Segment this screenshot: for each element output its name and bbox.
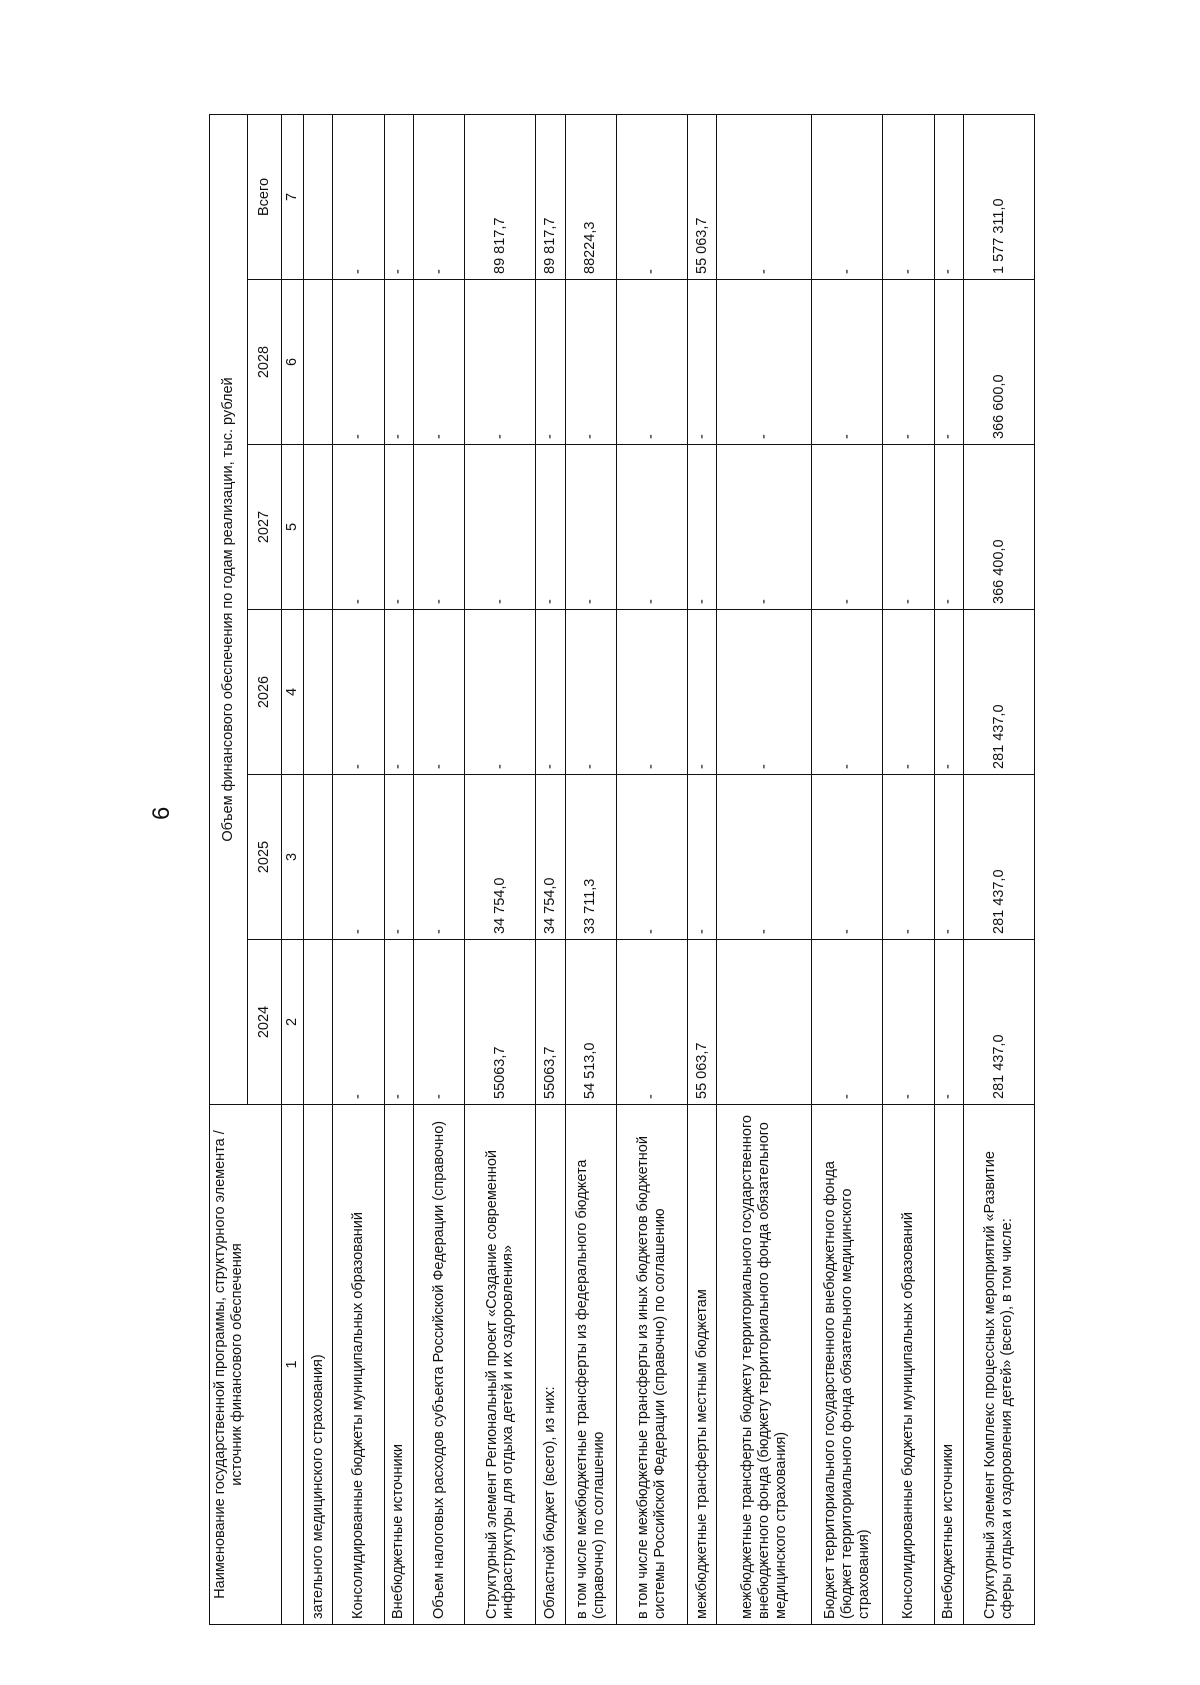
- row-label: Бюджет территориального государственного внебюджетного фонда (бюджет территориального фонда обязательного медицинского страхования): [812, 1105, 883, 1625]
- row-value: -: [465, 610, 536, 775]
- row-value: -: [565, 280, 616, 445]
- row-value: -: [384, 610, 413, 775]
- row-value: 55063,7: [536, 940, 565, 1105]
- row-label: межбюджетные трансферты бюджету территориального государственного внебюджетного фонда (бюджету территориального фонда обязательного медицинского страхования): [717, 1105, 812, 1625]
- row-value: 366 400,0: [963, 445, 1034, 610]
- row-value: -: [934, 940, 963, 1105]
- row-value: -: [717, 610, 812, 775]
- row-value: -: [536, 610, 565, 775]
- row-label: Консолидированные бюджеты муниципальных образований: [333, 1105, 384, 1625]
- row-value: 55 063,7: [687, 115, 716, 280]
- column-number: 2: [282, 940, 304, 1105]
- row-value: -: [333, 280, 384, 445]
- row-value: 281 437,0: [963, 610, 1034, 775]
- table-row: [536, 115, 565, 1625]
- row-value: -: [413, 115, 464, 280]
- row-value: -: [812, 280, 883, 445]
- row-label: Консолидированные бюджеты муниципальных образований: [883, 1105, 934, 1625]
- row-value: -: [616, 610, 687, 775]
- row-value: -: [384, 445, 413, 610]
- rotated-table-wrapper: [209, 115, 1035, 1625]
- header-name-column: Наименование государственной программы, структурного элемента / источник финансового обеспечения: [210, 1105, 282, 1625]
- row-label: в том числе межбюджетные трансферты из иных бюджетов бюджетной системы Российской Федерации (справочно) по соглашению: [616, 1105, 687, 1625]
- row-value: 281 437,0: [963, 940, 1034, 1105]
- row-value: -: [536, 445, 565, 610]
- row-value: 55063,7: [465, 940, 536, 1105]
- header-total: Всего: [248, 115, 282, 280]
- column-number: 1: [282, 1105, 304, 1625]
- row-value: -: [616, 775, 687, 940]
- row-label: Структурный элемент Региональный проект «Создание современной инфраструктуры для отдыха детей и их оздоровления»: [465, 1105, 536, 1625]
- column-number: 6: [282, 280, 304, 445]
- row-value: -: [616, 280, 687, 445]
- row-label: Внебюджетные источники: [934, 1105, 963, 1625]
- row-value: -: [384, 775, 413, 940]
- table-row: [616, 115, 687, 1625]
- row-value: -: [333, 445, 384, 610]
- row-value: [304, 445, 333, 610]
- table-row: [465, 115, 536, 1625]
- row-value: -: [616, 940, 687, 1105]
- row-value: 1 577 311,0: [963, 115, 1034, 280]
- row-value: -: [687, 280, 716, 445]
- row-value: -: [717, 775, 812, 940]
- row-value: -: [413, 775, 464, 940]
- row-value: -: [934, 280, 963, 445]
- row-value: -: [883, 445, 934, 610]
- table-row: [934, 115, 963, 1625]
- row-value: -: [413, 610, 464, 775]
- row-value: -: [413, 280, 464, 445]
- table-row: [384, 115, 413, 1625]
- row-value: -: [384, 940, 413, 1105]
- table-row: [812, 115, 883, 1625]
- row-value: 366 600,0: [963, 280, 1034, 445]
- column-number: 7: [282, 115, 304, 280]
- row-value: 89 817,7: [465, 115, 536, 280]
- row-value: -: [536, 280, 565, 445]
- row-value: [304, 610, 333, 775]
- table-row: [565, 115, 616, 1625]
- row-value: -: [465, 445, 536, 610]
- row-value: -: [413, 445, 464, 610]
- row-value: -: [812, 445, 883, 610]
- header-financing-group: Объем финансового обеспечения по годам реализации, тыс. рублей: [210, 115, 248, 1105]
- table-row: [333, 115, 384, 1625]
- row-value: -: [717, 280, 812, 445]
- column-number: 5: [282, 445, 304, 610]
- header-year-2024: 2024: [248, 940, 282, 1105]
- table-row: [304, 115, 333, 1625]
- row-value: -: [717, 445, 812, 610]
- row-value: -: [812, 115, 883, 280]
- header-year-2027: 2027: [248, 445, 282, 610]
- row-value: -: [333, 940, 384, 1105]
- row-value: -: [687, 445, 716, 610]
- table-row: [883, 115, 934, 1625]
- row-value: -: [333, 775, 384, 940]
- header-year-2026: 2026: [248, 610, 282, 775]
- row-value: -: [812, 775, 883, 940]
- row-value: -: [883, 610, 934, 775]
- row-value: 34 754,0: [536, 775, 565, 940]
- row-value: -: [812, 940, 883, 1105]
- row-value: -: [616, 115, 687, 280]
- row-value: -: [413, 940, 464, 1105]
- row-value: -: [883, 775, 934, 940]
- table-row: [963, 115, 1034, 1625]
- row-value: [717, 940, 812, 1105]
- row-value: -: [565, 445, 616, 610]
- table-row: [413, 115, 464, 1625]
- row-value: -: [565, 610, 616, 775]
- row-value: 55 063,7: [687, 940, 716, 1105]
- row-label: межбюджетные трансферты местным бюджетам: [687, 1105, 716, 1625]
- row-value: -: [384, 280, 413, 445]
- row-value: -: [934, 610, 963, 775]
- table-row: [687, 115, 716, 1625]
- table-row: [717, 115, 812, 1625]
- row-value: 281 437,0: [963, 775, 1034, 940]
- row-value: 54 513,0: [565, 940, 616, 1105]
- row-label: Областной бюджет (всего), из них:: [536, 1105, 565, 1625]
- page-number: 6: [148, 806, 175, 820]
- row-value: -: [687, 775, 716, 940]
- row-label: зательного медицинского страхования): [304, 1105, 333, 1625]
- row-value: [304, 280, 333, 445]
- row-label: Внебюджетные источники: [384, 1105, 413, 1625]
- row-value: 89 817,7: [536, 115, 565, 280]
- header-year-2025: 2025: [248, 775, 282, 940]
- row-value: -: [934, 115, 963, 280]
- row-value: [304, 115, 333, 280]
- row-value: -: [883, 115, 934, 280]
- column-number: 4: [282, 610, 304, 775]
- column-number: 3: [282, 775, 304, 940]
- row-value: -: [384, 115, 413, 280]
- row-value: -: [333, 115, 384, 280]
- row-value: -: [717, 115, 812, 280]
- row-value: 33 711,3: [565, 775, 616, 940]
- row-value: 88224,3: [565, 115, 616, 280]
- header-year-2028: 2028: [248, 280, 282, 445]
- row-value: -: [616, 445, 687, 610]
- row-value: 34 754,0: [465, 775, 536, 940]
- row-value: -: [333, 610, 384, 775]
- row-value: -: [883, 940, 934, 1105]
- row-value: [304, 775, 333, 940]
- row-label: Структурный элемент Комплекс процессных мероприятий «Развитие сферы отдыха и оздоровления детей» (всего), в том числе:: [963, 1105, 1034, 1625]
- row-label: Объем налоговых расходов субъекта Российской Федерации (справочно): [413, 1105, 464, 1625]
- row-value: -: [883, 280, 934, 445]
- financing-table: [209, 114, 1035, 1625]
- row-value: -: [812, 610, 883, 775]
- row-label: в том числе межбюджетные трансферты из федерального бюджета (справочно) по соглашению: [565, 1105, 616, 1625]
- row-value: [304, 940, 333, 1105]
- row-value: -: [687, 610, 716, 775]
- row-value: -: [934, 775, 963, 940]
- row-value: -: [934, 445, 963, 610]
- row-value: -: [465, 280, 536, 445]
